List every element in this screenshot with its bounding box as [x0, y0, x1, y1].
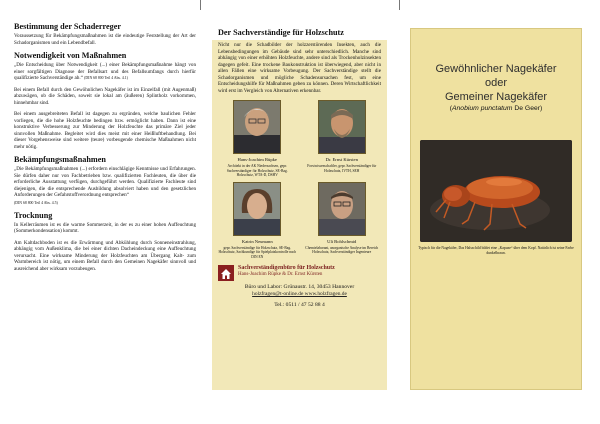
beetle-photo [420, 140, 572, 242]
latin-name: (Anobium punctatum De Geer) [449, 105, 543, 113]
din-reference: (DIN 68 800 Teil 4 Abs. 4.1) [84, 76, 128, 81]
office-title: Sachverständigenbüro für Holzschutz [238, 265, 335, 272]
office-owners: Hans-Joachim Rüpke & Dr. Ernst Kürsten [238, 271, 323, 277]
heading-trocknung: Trocknung [14, 210, 53, 220]
latin-species: Anobium punctatum [451, 105, 513, 113]
text-kellerraeume: In Kellerräumen ist es die warme Sommerzeit, in der es zu einer hohen Auffeuchtung (Sommerkondensation) kommt. [14, 221, 196, 235]
portrait-bohlschmid [318, 182, 366, 236]
expert-description: Forstwissenschaftler, gepr. Sachverständiger für Holzschutz, IVTH, SEH [307, 164, 377, 173]
expert-grid [218, 100, 381, 259]
expert-card [303, 182, 382, 259]
office-block [218, 265, 381, 281]
expert-description: gepr. Sachverständige für Holzschutz, SE-Bag. Holzschutz, Sachkundige für Spielplatzkontrolle nach DIN EN [218, 245, 297, 259]
latin-author: De Geer [514, 105, 541, 113]
portrait-kuersten [318, 100, 366, 154]
expert-name: Dr. Ernst Kürsten [325, 157, 358, 163]
expert-card [218, 100, 297, 177]
text-ausgebreitet: Bei einem ausgebreiteten Befall ist dagegen zu ergründen, welche baulichen Fehler vorliegen, die die hohe Holzfeuchte bedingen bzw. ermöglicht haben. Dann ist eine konstruktive Verbesserung zur Minderung der Holzfeuchte das primäre Ziel jeder sinnvollen Maßnahme. Begleitet wird dies meist mit einer Heißluftbehandlung. Bei dieser Vorgehensweise sind weitere (teure) vorbeugende chemische Maßnahmen nicht mehr nötig. [14, 111, 196, 150]
fold-mark-right [399, 0, 400, 10]
text-einzelfall: Bei einem Befall durch den Gewöhnlichen Nagekäfer ist im Einzelfall (mit Augenmaß) abzuwägen, ob die Schäden, soweit sie lokal am (äußeren) Splintholz vorkommen, hinnehmbar sind. [14, 86, 196, 106]
panel-cover [410, 28, 582, 390]
phone-number: Tel.: 0511 / 47 52 88 4 [274, 302, 325, 309]
title-line-3: Gemeiner Nagekäfer [444, 90, 548, 103]
panel-left [14, 22, 196, 277]
quote-bekaempfung: „Die Bekämpfungsmaßnahmen (...) erfordern einschlägige Kenntnisse und Erfahrungen. Sie dürfen daher nur von Fachbetrieben bzw. qualifizierten Fachleuten, die über die erforderliche Ausstattung verfügen, durchgeführt werden. Qualifizierte Fachleute sind diejenigen, die die entsprechende Ausbildung absolviert haben und den gesetzlichen Anforderungen der Gefahrstoffverordnung entsprechen“ [14, 166, 196, 199]
panel-middle [212, 30, 387, 390]
expert-name: Katrin Neumann [241, 238, 273, 244]
quote-text: „Die Entscheidung über Notwendigkeit (...) einer Bekämpfungsmaßnahme hängt von einer sorgfältigen Diagnose der Befallsart und des Befallsumfangs durch hierfür qualifizierte Sachverständige ab.“ [14, 62, 196, 82]
heading-bekaempfung: Bekämpfungsmaßnahmen [14, 155, 106, 165]
title-line-2: oder [484, 76, 508, 89]
fold-mark-left [200, 0, 201, 10]
text-kaltdachboden: Am Kaltdachboden ist es die Erwärmung und Abkühlung durch Sonneneinstrahlung, abhängig vom Außenklima, die bei einer dichten Dacheindeckung eine Auffeuchtung verursacht. Eine wirksame Minderung der Holzfeuchten am Übergang Kalt- zum Warmbereich ist nötig, um einem Befall durch den Gemeinen Nagekäfer sinnvoll und ausreichend aber wirksam vorzubeugen. [14, 239, 196, 272]
beetle-caption: Typisch für die Nagekäfer, Das Halsschild bildet eine „Kapuze“ über dem Kopf. Natürlich ist seine Farbe dunkelbraun. [418, 246, 574, 256]
portrait-ruepke [233, 100, 281, 154]
office-address: Büro und Labor: Grünaustr. 14, 30453 Hannover [244, 284, 355, 291]
text-sachverstaendige: Nicht nur die Schadbilder der holzzerstörenden Insekten, auch die Lebensbedingungen im Gebäude sind sehr unterschiedlich. Manche sind abhängig von einer erhöhten Holzfeuchte, andere sind als Trockenholzinsekten dagegen gefeit. Eine trockene Baukonstruktion ist überwiegend, aber nicht in allen Fällen eine wirksame Vorbeugung. Der Sachverständige stellt die Schadorganismen und mögliche Schadensursachen fest, um eine Entscheidungshilfe für Maßnahmen geben zu können. Deren Wirtschaftlichkeit wird erst im Vergleich von Alternativen erkennbar. [218, 42, 381, 94]
expert-description: Architekt in der AK Niedersachsen, gepr. Sachverständiger für Holzschutz, SE-Bag. Holzschutz, WTA-D, DSHV [226, 164, 288, 178]
expert-description: Chemielaborant, anorganische Analyse im Bereich Holzschutz, Sachverständiger Ingenieure [305, 245, 379, 255]
portrait-neumann [233, 182, 281, 236]
expert-name: Uli Bohlschmid [327, 238, 357, 244]
title-line-1: Gewöhnlicher Nagekäfer [435, 63, 557, 75]
heading-bestimmung: Bestimmung der Schaderreger [14, 22, 122, 31]
house-logo-icon [218, 265, 234, 281]
cover-title [411, 63, 581, 104]
text-bestimmung: Voraussetzung für Bekämpfungsmaßnahmen ist die eindeutige Feststellung der Art der Schadorganismen und ein Lebendbefall. [14, 33, 196, 46]
heading-notwendigkeit: Notwendigkeit von Maßnahmen [14, 51, 127, 61]
din-reference-2: (DIN 68 800 Teil 4 Abs. 4.5) [14, 200, 58, 205]
expert-card [303, 100, 382, 177]
expert-name: Hans-Joachim Rüpke [237, 157, 277, 163]
heading-sachverstaendige: Der Sachverständige für Holzschutz [212, 26, 387, 40]
contact-links[interactable]: holzfragen@t-online.de www.holzfragen.de [252, 291, 347, 298]
expert-card [218, 182, 297, 259]
quote-notwendigkeit [14, 62, 196, 82]
